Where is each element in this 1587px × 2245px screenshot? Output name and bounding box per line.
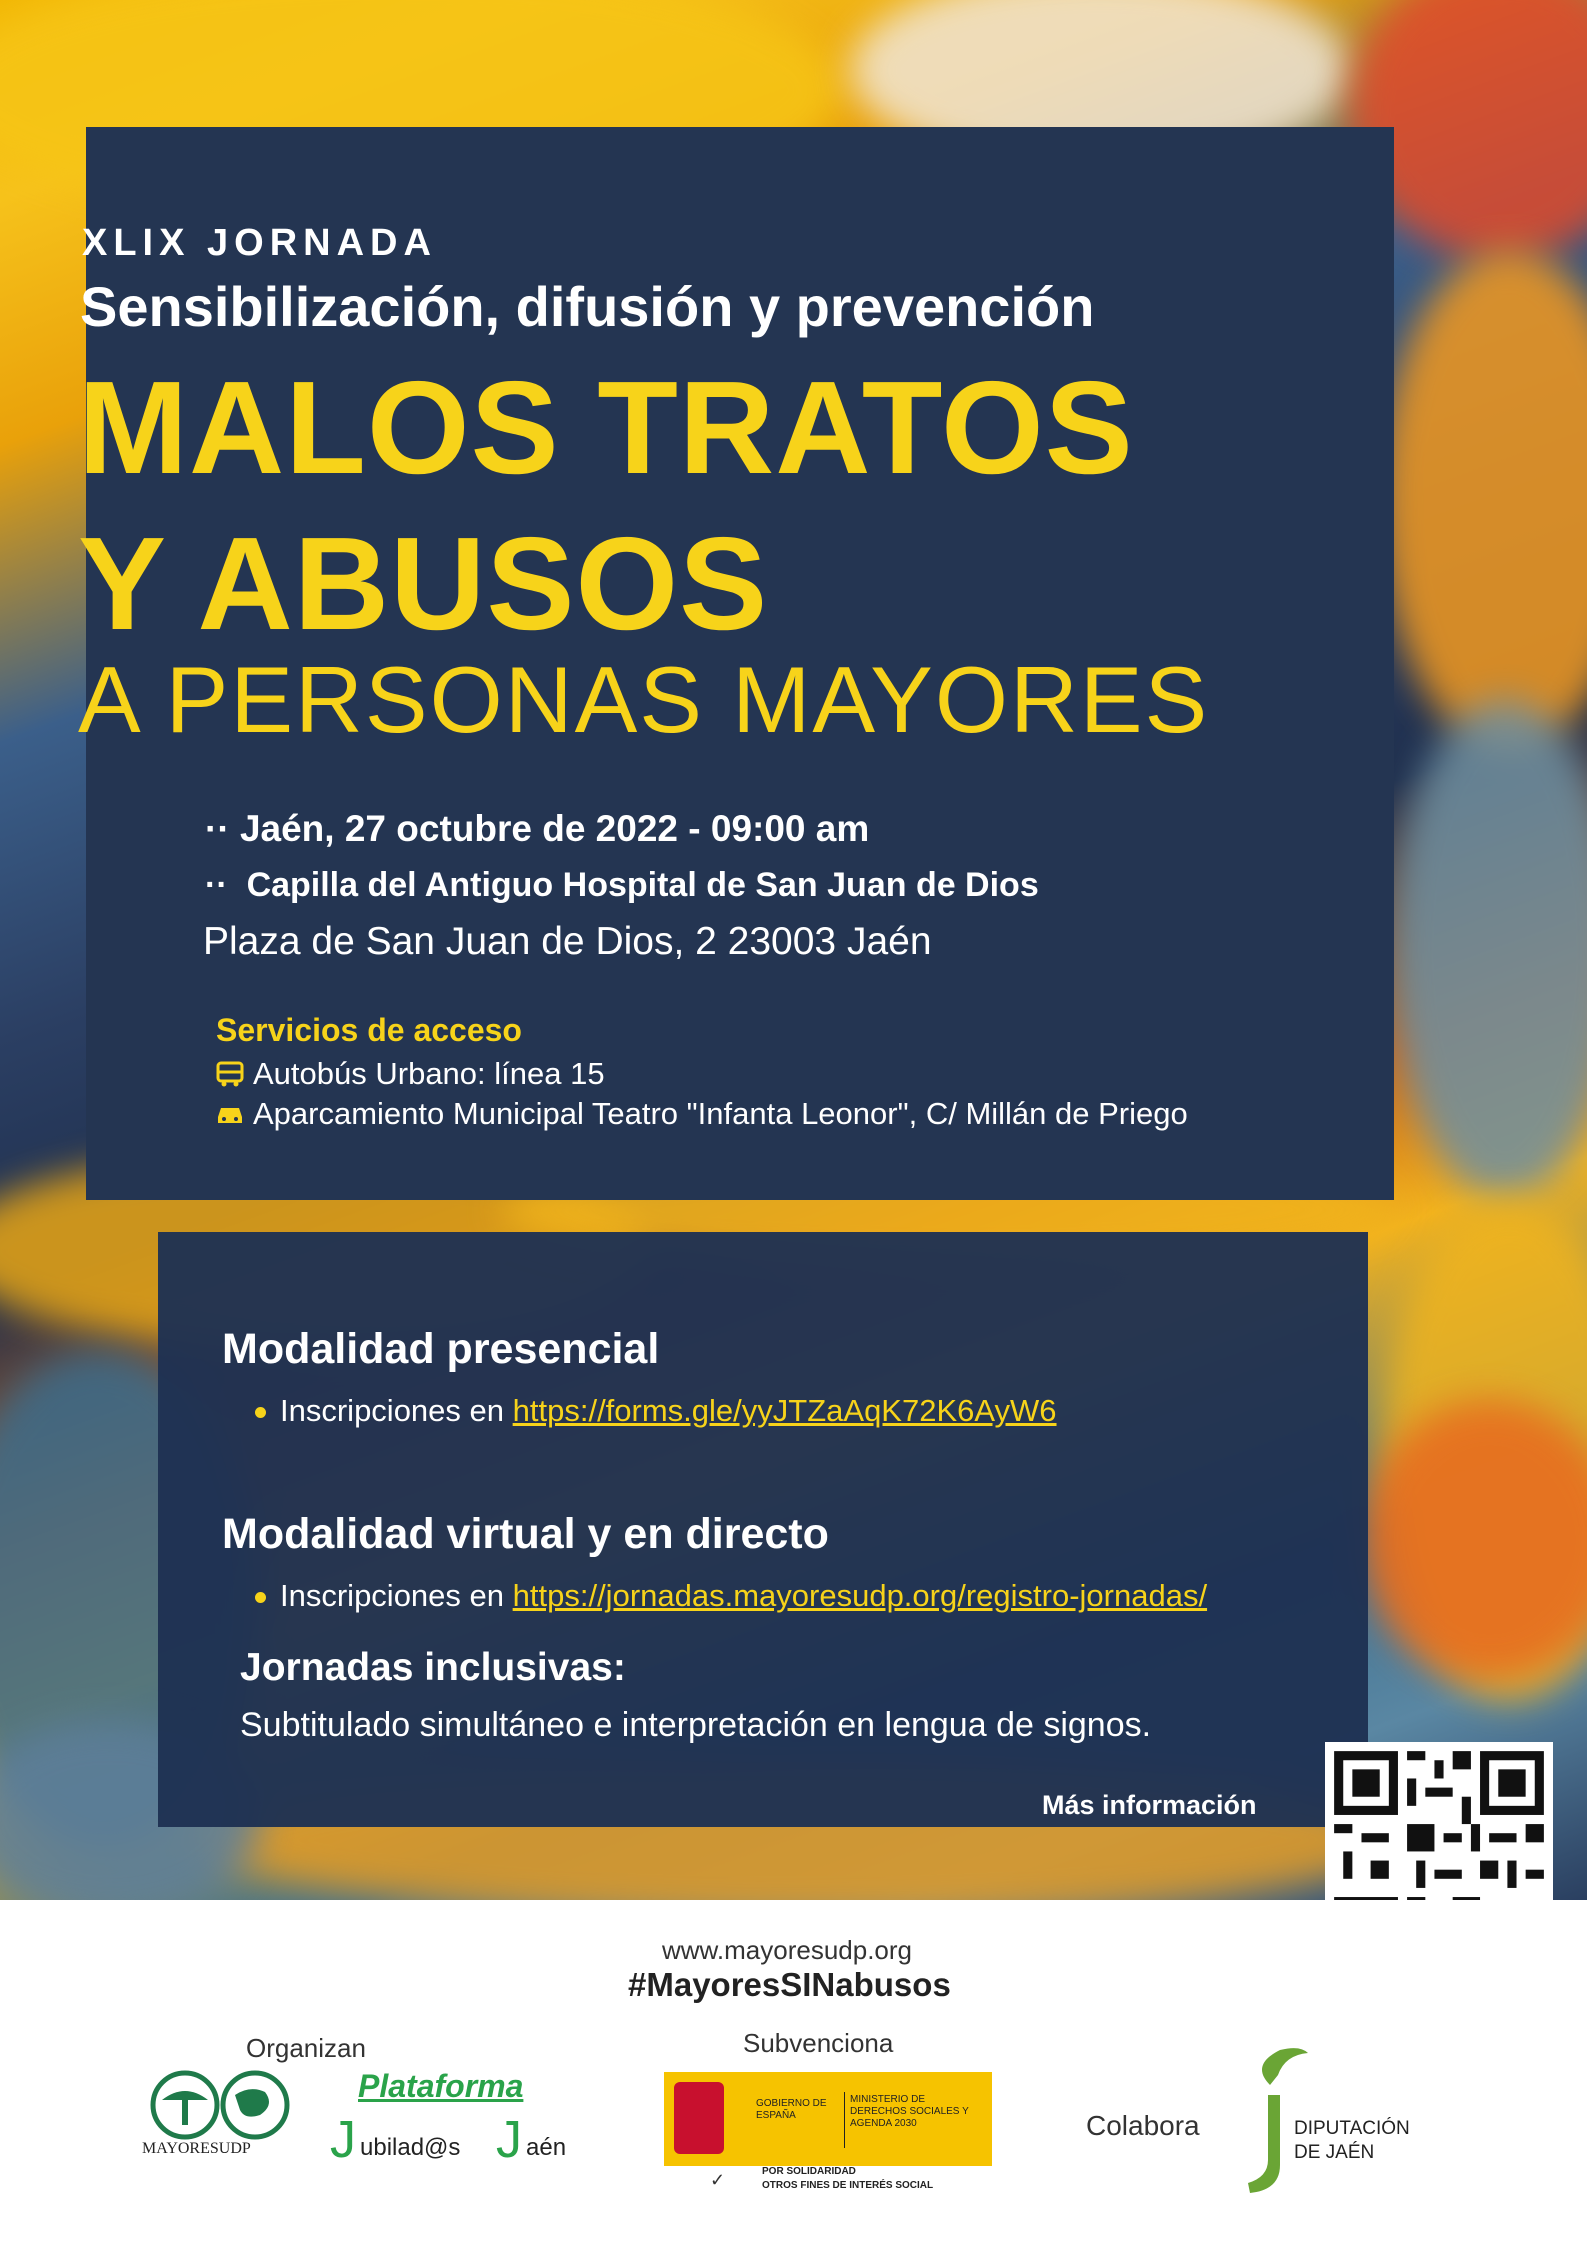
date-time: Jaén, 27 octubre de 2022 - 09:00 am [239,808,870,849]
subvenciona-label: Subvenciona [743,2028,894,2058]
coat-of-arms-icon [674,2082,724,2154]
plataforma-logo [330,2062,570,2172]
more-info-label: Más información [1042,1790,1257,1820]
gobierno-logo [664,2072,992,2166]
title-line-1: MALOS TRATOS [78,354,1134,501]
udp-logo-text: MAYORESUDP [142,2140,251,2157]
plataforma-word: Plataforma [358,2068,524,2104]
access-item-car [215,1096,1188,1132]
car-icon [215,1101,245,1127]
presencial-label: Inscripciones en [280,1393,505,1428]
event-venue [205,866,1039,905]
virtual-item [255,1578,1207,1614]
access-text: Aparcamiento Municipal Teatro "Infanta Leonor", C/ Millán de Priego [253,1096,1188,1131]
access-item-bus [215,1056,605,1092]
website-link[interactable]: www.mayoresudp.org [662,1935,912,1965]
plataforma-jubilados: ubilad@s [360,2134,461,2161]
bus-icon [215,1061,245,1087]
virtual-title: Modalidad virtual y en directo [222,1510,829,1558]
virtual-link[interactable]: https://jornadas.mayoresudp.org/registro-jornadas/ [512,1578,1208,1613]
plataforma-j1: J [330,2111,356,2169]
inclusive-title: Jornadas inclusivas: [240,1646,626,1689]
solidaridad-1: POR SOLIDARIDAD [762,2166,856,2177]
plataforma-jaen: aén [526,2134,567,2161]
access-title: Servicios de acceso [216,1012,522,1048]
subtitle: Sensibilización, difusión y prevención [80,275,1095,338]
presencial-title: Modalidad presencial [222,1325,660,1373]
access-text: Autobús Urbano: línea 15 [253,1056,605,1091]
venue: Capilla del Antiguo Hospital de San Juan de Dios [246,866,1039,904]
presencial-link[interactable]: https://forms.gle/yyJTZaAqK72K6AyW6 [512,1393,1057,1428]
gov-text-2: MINISTERIO DE DERECHOS SOCIALES Y AGENDA 2030 [850,2094,969,2129]
diputacion-logo [1240,2045,1420,2195]
event-date [205,808,869,850]
mayoresudp-logo [140,2070,300,2160]
bullet: ·· [205,808,230,849]
title-line-3: A PERSONAS MAYORES [78,647,1210,752]
diputacion-text: DIPUTACIÓN DE JAÉN [1294,2118,1410,2163]
bullet: ·· [205,866,228,904]
hashtag: #MayoresSINabusos [628,1966,951,2003]
check-icon: ✓ [710,2170,726,2190]
virtual-label: Inscripciones en [280,1578,505,1613]
title-line-2: Y ABUSOS [78,510,769,657]
solidaridad-2: OTROS FINES DE INTERÉS SOCIAL [762,2180,934,2191]
presencial-item [255,1393,1057,1429]
bullet-dot [255,1407,266,1418]
address: Plaza de San Juan de Dios, 2 23003 Jaén [203,920,932,963]
colabora-label: Colabora [1086,2110,1200,2141]
bullet-dot [255,1592,266,1603]
gov-divider [844,2092,845,2148]
organizan-label: Organizan [246,2033,366,2063]
inclusive-text: Subtitulado simultáneo e interpretación en lengua de signos. [240,1706,1152,1744]
kicker: XLIX JORNADA [82,222,437,264]
plataforma-j2: J [496,2111,522,2169]
udp-globe-icon [140,2070,300,2140]
gov-text-1: GOBIERNO DE ESPAÑA [756,2098,827,2121]
